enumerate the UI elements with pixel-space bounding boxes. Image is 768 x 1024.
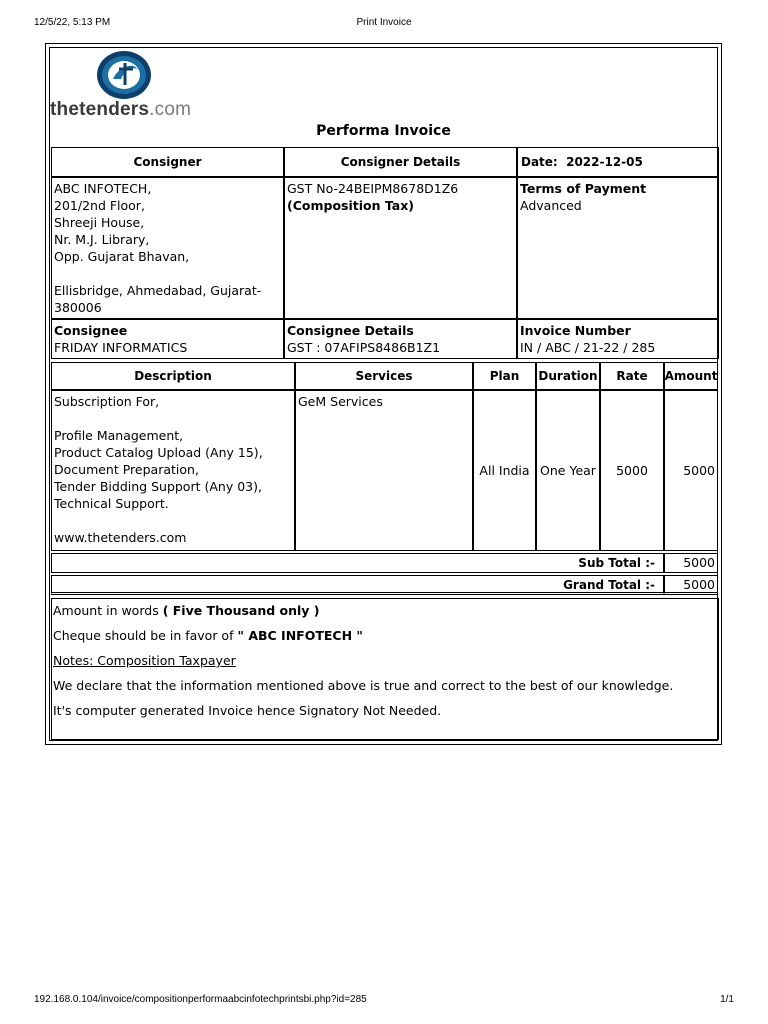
item-services: GeM Services: [295, 390, 473, 551]
print-header: [34, 17, 734, 31]
print-url: 192.168.0.104/invoice/compositionperformaabcinfotechprintsbi.php?id=285: [34, 994, 367, 1005]
item-description: Subscription For, Profile Management, Product Catalog Upload (Any 15), Document Preparation, Tender Bidding Support (Any 03), Technical Support. www.thetenders.com: [51, 390, 295, 551]
consigner-header: Consigner: [51, 147, 284, 177]
consignee-details-label: Consignee Details: [287, 323, 414, 338]
consignee: [51, 319, 284, 359]
col-description-header: Description: [51, 362, 295, 390]
col-services-header: Services: [295, 362, 473, 390]
logo-globe-icon: [95, 49, 155, 101]
print-datetime: 12/5/22, 5:13 PM: [34, 17, 111, 28]
consigner-gst: GST No-24BEIPM8678D1Z6: [287, 181, 459, 196]
date-value: 2022-12-05: [566, 155, 643, 169]
date-header: [517, 147, 719, 177]
invoice-number-label: Invoice Number: [520, 323, 631, 338]
cheque-favor: Cheque should be in favor of " ABC INFOTECH ": [53, 628, 363, 643]
print-footer: [34, 994, 734, 1008]
consignee-value: FRIDAY INFORMATICS: [54, 340, 188, 355]
print-page-title: Print Invoice: [356, 17, 412, 28]
item-amount: 5000: [664, 390, 718, 551]
company-logo: [50, 47, 200, 123]
col-duration-header: Duration: [536, 362, 600, 390]
item-duration: One Year: [536, 390, 600, 551]
col-amount-header: Amount: [664, 362, 718, 390]
grand-total-label: Grand Total :-: [51, 575, 664, 595]
notes-composition: Notes: Composition Taxpayer: [53, 653, 236, 668]
grand-total-value: 5000: [664, 575, 718, 595]
terms-of-payment: [517, 177, 719, 319]
amount-in-words: Amount in words ( Five Thousand only ): [53, 603, 320, 618]
date-label: Date:: [521, 155, 558, 169]
consignee-gst: GST : 07AFIPS8486B1Z1: [287, 340, 441, 355]
invoice-title: Performa Invoice: [316, 123, 451, 139]
sub-total-label: Sub Total :-: [51, 553, 664, 573]
declaration: We declare that the information mentioned above is true and correct to the best of our knowledge.: [53, 678, 674, 693]
item-rate: 5000: [600, 390, 664, 551]
terms-value: Advanced: [520, 198, 582, 213]
tax-type: (Composition Tax): [287, 198, 414, 213]
consigner-address: ABC INFOTECH, 201/2nd Floor, Shreeji House, Nr. M.J. Library, Opp. Gujarat Bhavan, Ellisbridge, Ahmedabad, Gujarat- 380006: [51, 177, 284, 319]
consignee-details: [284, 319, 517, 359]
consignee-label: Consignee: [54, 323, 128, 338]
consigner-details: [284, 177, 517, 319]
item-plan: All India: [473, 390, 536, 551]
notes-box: [51, 598, 719, 740]
col-rate-header: Rate: [600, 362, 664, 390]
col-plan-header: Plan: [473, 362, 536, 390]
sub-total-value: 5000: [664, 553, 718, 573]
terms-label: Terms of Payment: [520, 181, 647, 196]
logo-wordmark: thetenders.com: [50, 99, 192, 120]
invoice-number: [517, 319, 719, 359]
invoice-number-value: IN / ABC / 21-22 / 285: [520, 340, 656, 355]
print-page-count: 1/1: [720, 994, 734, 1005]
computer-generated-note: It's computer generated Invoice hence Signatory Not Needed.: [53, 703, 442, 718]
consigner-details-header: Consigner Details: [284, 147, 517, 177]
